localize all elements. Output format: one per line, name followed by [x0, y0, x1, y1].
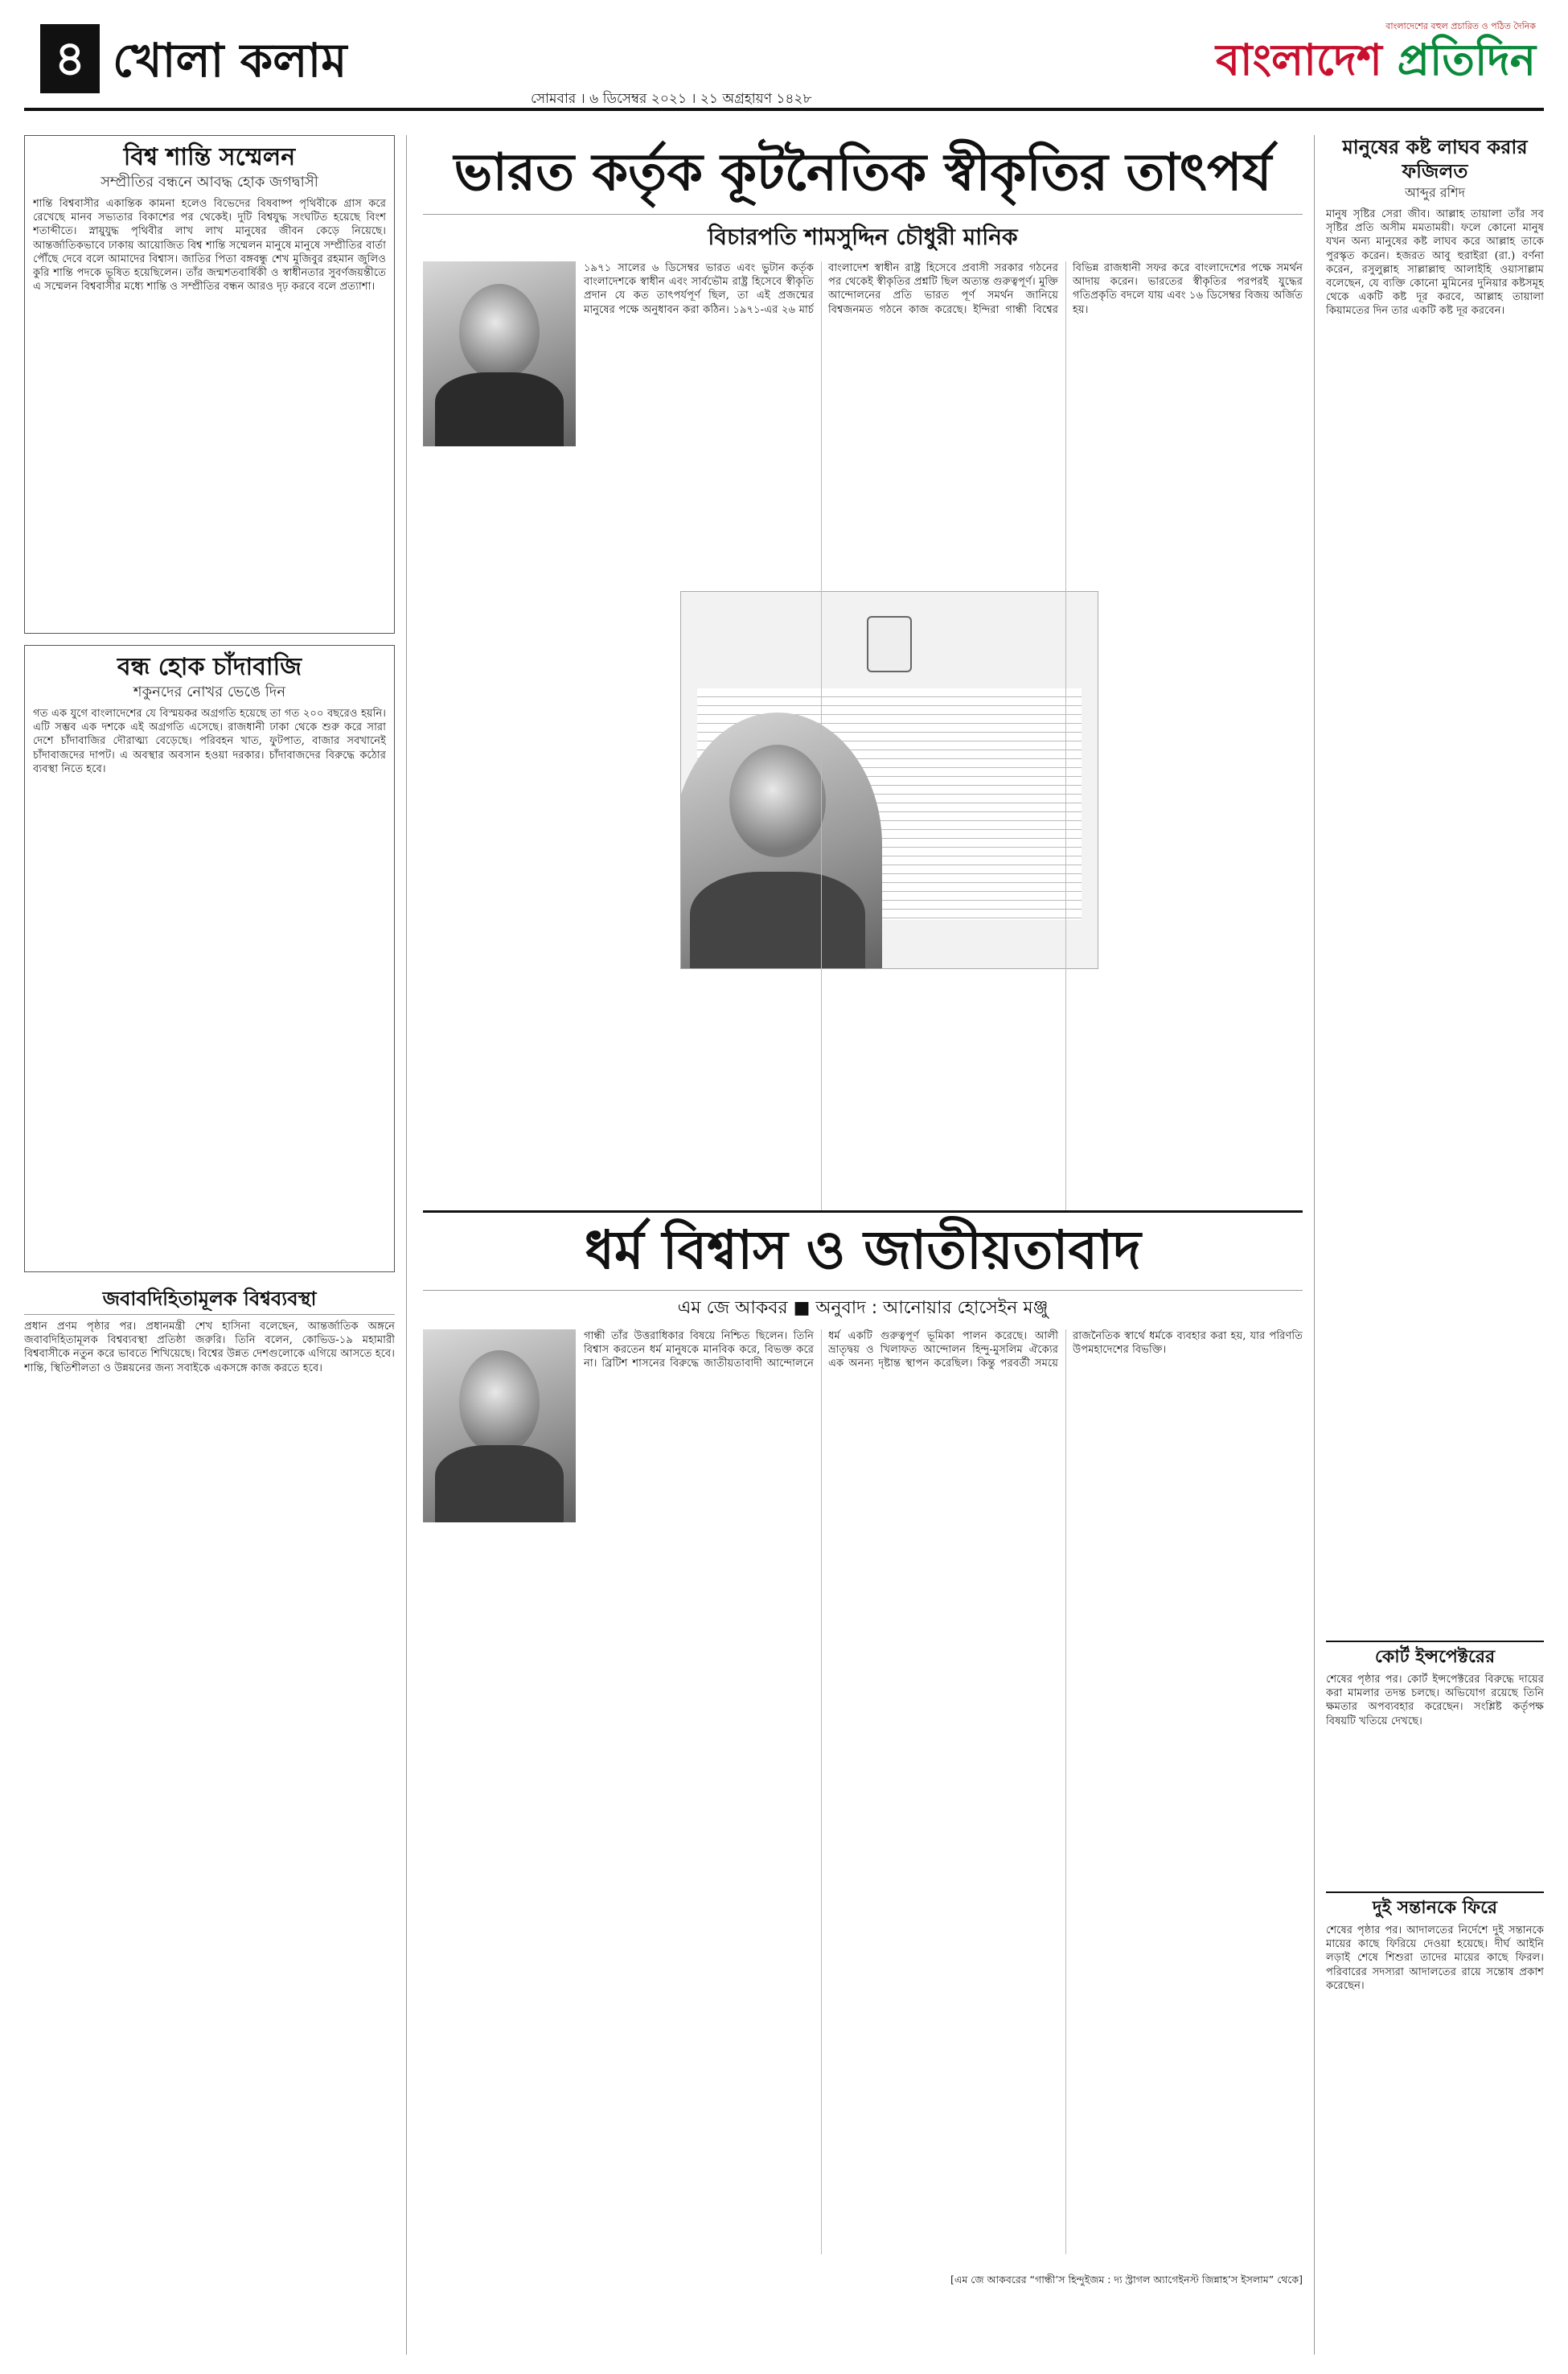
brand-name-part2: প্রতিদিন — [1397, 35, 1536, 85]
newspaper-logo — [1216, 14, 1544, 103]
date-line: সোমবার । ৬ ডিসেম্বর ২০২১ । ২১ অগ্রহায়ণ ১৪২৮ — [531, 91, 812, 107]
editorial-body: শান্তি বিশ্ববাসীর একান্তিক কামনা হলেও বিভেদের বিষবাষ্প পৃথিবীকে গ্রাস করে রেখেছে মানব সভ্যতার বিকাশের পর থেকেই। দুটি বিশ্বযুদ্ধ সংঘটিত হয়েছে বিংশ শতাব্দীতে। স্নায়ুযুদ্ধ পৃথিবীর লাখ লাখ মানুষের জীবন কেড়ে নিয়েছে। আন্তর্জাতিকভাবে ঢাকায় আয়োজিত বিশ্ব শান্তি সম্মেলন মানুষে মানুষে সম্প্রীতির বার্তা পৌঁছে দেবে বলে আমাদের বিশ্বাস। জাতির পিতা বঙ্গবন্ধু শেখ মুজিবুর রহমান জুলিও কুরি শান্তি পদকে ভূষিত হয়েছিলেন। তাঁর জন্মশতবার্ষিকী ও স্বাধীনতার সুবর্ণজয়ন্তীতে এ সম্মেলন বিশ্ববাসীর মধ্যে শান্তি ও সম্প্রীতির বন্ধন আরও দৃঢ় করবে বলে প্রত্যাশা। — [33, 198, 386, 294]
news-title: কোর্ট ইন্সপেক্টরের — [1374, 1647, 1496, 1667]
news-title: দুই সন্তানকে ফিরে — [1372, 1898, 1498, 1918]
news-body: শেষের পৃষ্ঠার পর। কোর্ট ইন্সপেক্টরের বিরুদ্ধে দায়ের করা মামলার তদন্ত চলছে। অভিযোগ রয়েছে তিনি ক্ষমতার অপব্যবহার করেছেন। সংশ্লিষ্ট কর্তৃপক্ষ বিষয়টি খতিয়ে দেখছে। — [1326, 1674, 1544, 1727]
news-body: শেষের পৃষ্ঠার পর। আদালতের নির্দেশে দুই সন্তানকে মায়ের কাছে ফিরিয়ে দেওয়া হয়েছে। দীর্ঘ আইনি লড়াই শেষে শিশুরা তাদের মায়ের কাছে ফিরল। পরিবারের সদস্যরা আদালতের রায়ে সন্তোষ প্রকাশ করেছেন। — [1326, 1924, 1544, 1992]
article-body: ১৯৭১ সালের ৬ ডিসেম্বর ভারত এবং ভুটান কর্তৃক বাংলাদেশকে স্বাধীন এবং সার্বভৌম রাষ্ট্র হিসেবে স্বীকৃতি প্রদান যে কত তাৎপর্যপূর্ণ ছিল, তা এই প্রজন্মের মানুষের পক্ষে অনুধাবন করা কঠিন। ১৯৭১-এর ২৬ মার্চ বাংলাদেশ স্বাধীন রাষ্ট্র হিসেবে প্রবাসী সরকার গঠনের পর থেকেই স্বীকৃতির প্রশ্নটি ছিল অত্যন্ত গুরুত্বপূর্ণ। মুক্তি আন্দোলনের প্রতি ভারত পূর্ণ সমর্থন জানিয়ে বিশ্বজনমত গঠনে কাজ করেছে। ইন্দিরা গান্ধী বিশ্বের বিভিন্ন রাজধানী সফর করে বাংলাদেশের পক্ষে সমর্থন আদায় করেন। ভারতের স্বীকৃতির পরপরই যুদ্ধের গতিপ্রকৃতি বদলে যায় এবং ১৬ ডিসেম্বর বিজয় অর্জিত হয়। — [584, 262, 1303, 316]
editorial-subtitle: শকুনদের নোখর ভেঙে দিন — [133, 684, 286, 700]
news-accountable-world — [24, 1284, 395, 2345]
news-two-children — [1326, 1891, 1544, 2342]
article-byline: বিচারপতি শামসুদ্দিন চৌধুরী মানিক — [708, 224, 1018, 250]
article-religion-nationalism — [423, 1329, 1303, 2286]
editorial-body: গত এক যুগে বাংলাদেশের যে বিস্ময়কর অগ্রগতি হয়েছে তা গত ২০০ বছরেও হয়নি। এটি সম্ভব এক দশকে এই অগ্রগতি এসেছে। রাজধানী ঢাকা থেকে শুরু করে সারা দেশে চাঁদাবাজির দৌরাত্ম্য বেড়েছে। পরিবহন খাত, ফুটপাত, বাজার সবখানেই চাঁদাবাজদের দাপট। এ অবস্থার অবসান হওয়া দরকার। চাঁদাবাজদের বিরুদ্ধে কঠোর ব্যবস্থা নিতে হবে। — [33, 708, 386, 775]
article-body: মানুষ সৃষ্টির সেরা জীব। আল্লাহ তায়ালা তাঁর সব সৃষ্টির প্রতি অসীম মমতাময়ী। ফলে কোনো মানুষ যখন অন্য মানুষের কষ্ট লাঘব করে আল্লাহ তাকে পুরস্কৃত করেন। হজরত আবু হুরাইরা (রা.) বর্ণনা করেন, রসুলুল্লাহ সাল্লাল্লাহু আলাইহি ওয়াসাল্লাম বলেছেন, যে ব্যক্তি কোনো মুমিনের দুনিয়ার কষ্টসমূহ থেকে একটি কষ্ট দূর করবে, আল্লাহ তায়ালা কিয়ামতের দিন তার একটি কষ্ট দূর করবেন। — [1326, 208, 1544, 318]
article-religion-column — [1326, 135, 1544, 1631]
article-footnote: [এম জে আকবরের “গান্ধী’স হিন্দুইজম : দ্য স্ট্রাগল অ্যাগেইনস্ট জিন্নাহ’স ইসলাম” থেকে] — [950, 2273, 1303, 2286]
editorial-peace-conference — [24, 135, 395, 634]
article-author: আব্দুর রশিদ — [1404, 185, 1466, 200]
brand-name-part1: বাংলাদেশ — [1216, 35, 1398, 85]
article-title: মানুষের কষ্ট লাঘব করার ফজিলত — [1342, 136, 1528, 183]
brand-tagline: বাংলাদেশের বহুল প্রচারিত ও পঠিত দৈনিক — [1385, 21, 1536, 31]
article-body: গান্ধী তাঁর উত্তরাধিকার বিষয়ে নিশ্চিত ছিলেন। তিনি বিশ্বাস করতেন ধর্ম মানুষকে মানবিক করে, বিভক্ত করে না। ব্রিটিশ শাসনের বিরুদ্ধে জাতীয়তাবাদী আন্দোলনে ধর্ম একটি গুরুত্বপূর্ণ ভূমিকা পালন করেছে। আলী ভ্রাতৃদ্বয় ও খিলাফত আন্দোলন হিন্দু-মুসলিম ঐক্যের এক অনন্য দৃষ্টান্ত স্থাপন করেছিল। কিন্তু পরবর্তী সময়ে রাজনৈতিক স্বার্থে ধর্মকে ব্যবহার করা হয়, যার পরিণতি উপমহাদেশের বিভক্তি। — [584, 1330, 1303, 1370]
section-title: খোলা কলাম — [113, 33, 347, 88]
editorial-title: বিশ্ব শান্তি সম্মেলন — [123, 143, 296, 171]
editorial-subtitle: সম্প্রীতির বন্ধনে আবদ্ধ হোক জগদ্বাসী — [101, 174, 318, 191]
article-byline: এম জে আকবর ■ অনুবাদ : আনোয়ার হোসেইন মঞ্জু — [677, 1298, 1049, 1318]
main-column — [423, 135, 1303, 2355]
left-column — [24, 135, 407, 2355]
news-court-inspector — [1326, 1641, 1544, 1882]
news-title: জবাবদিহিতামূলক বিশ্বব্যবস্থা — [24, 1284, 395, 1315]
editorial-title: বন্ধ হোক চাঁদাবাজি — [117, 653, 302, 681]
news-body: প্রধান প্রণম পৃষ্ঠার পর। প্রধানমন্ত্রী শেখ হাসিনা বলেছেন, আন্তর্জাতিক অঙ্গনে জবাবদিহিতামূলক বিশ্বব্যবস্থা প্রতিষ্ঠা জরুরি। তিনি বলেন, কোভিড-১৯ মহামারী বিশ্ববাসীকে নতুন করে ভাবতে শিখিয়েছে। বিশ্বের উন্নত দেশগুলোকে এগিয়ে আসতে হবে। শান্তি, স্থিতিশীলতা ও উন্নয়নের জন্য সবাইকে একসঙ্গে কাজ করতে হবে। — [24, 1320, 395, 1374]
article-recognition — [423, 261, 1303, 1210]
article-headline: ভারত কর্তৃক কূটনৈতিক স্বীকৃতির তাৎপর্য — [423, 135, 1303, 215]
page-number: ৪ — [40, 24, 100, 93]
article-headline: ধর্ম বিশ্বাস ও জাতীয়তাবাদ — [423, 1210, 1303, 1291]
right-column — [1314, 135, 1544, 2355]
masthead — [24, 14, 1544, 111]
editorial-extortion — [24, 645, 395, 1272]
brand-name — [1216, 32, 1536, 88]
